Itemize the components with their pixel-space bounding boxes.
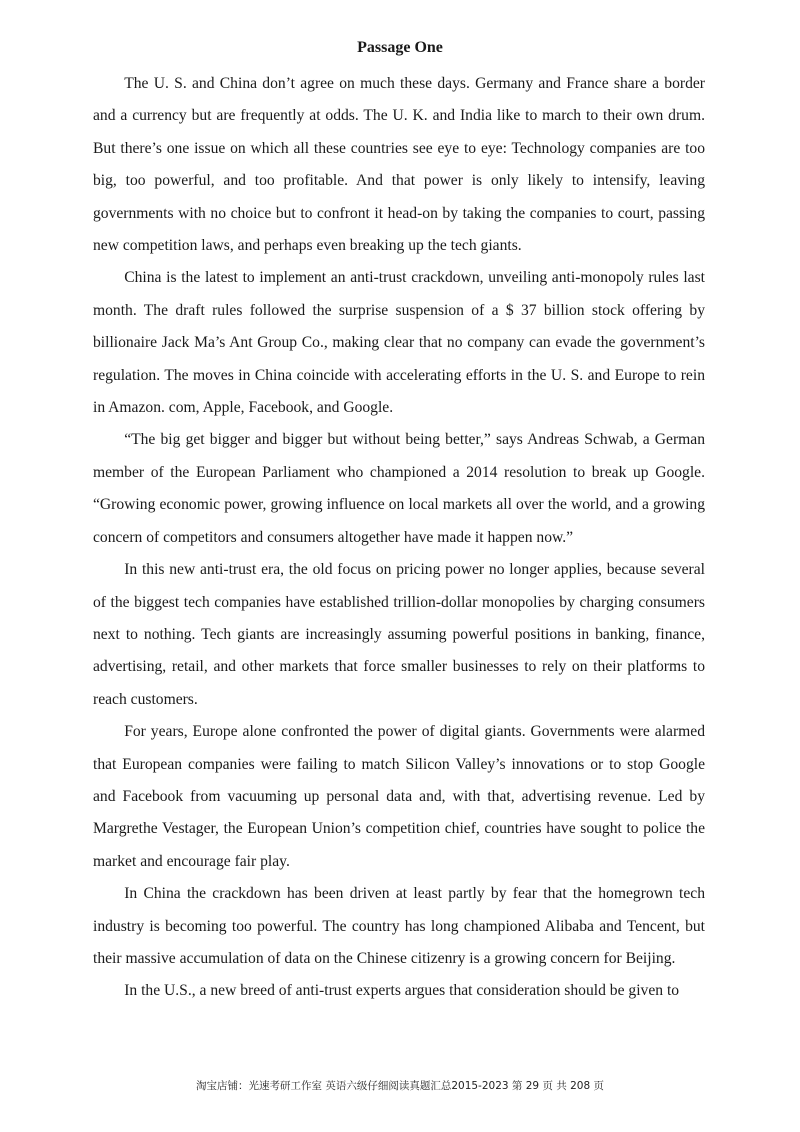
passage-title: Passage One: [357, 39, 443, 56]
paragraph-1: The U. S. and China don’t agree on much these days. Germany and France share a border and a currency but are frequently at odds. The U. K. and India like to march to their own drum. But there’s one issue on which all these countries see eye to eye: Technology companies are too big, too powerful, and too profitable. And that power is only likely to intensify, leaving governments with no choice but to confront it head-on by taking the companies to court, passing new competition laws, and perhaps even breaking up the tech giants.: [93, 75, 705, 255]
paragraph-6: In China the crackdown has been driven at least partly by fear that the homegrown tech industry is becoming too powerful. The country has long championed Alibaba and Tencent, but their massive accumulation of data on the Chinese citizenry is a growing concern for Beijing.: [93, 885, 705, 967]
paragraph-4: In this new anti-trust era, the old focus on pricing power no longer applies, because several of the biggest tech companies have established trillion-dollar monopolies by charging consumers next to nothing. Tech giants are increasingly assuming powerful positions in banking, finance, advertising, retail, and other markets that force smaller businesses to rely on their platforms to reach customers.: [93, 561, 705, 708]
paragraph-5: For years, Europe alone confronted the power of digital giants. Governments were alarmed that European companies were failing to match Silicon Valley’s innovations or to stop Google and Facebook from vacuuming up personal data and, with that, advertising revenue. Led by Margrethe Vestager, the European Union’s competition chief, countries have sought to police the market and encourage fair play.: [93, 723, 705, 870]
passage-body: [93, 68, 705, 1008]
paragraph-3: “The big get bigger and bigger but without being better,” says Andreas Schwab, a German member of the European Parliament who championed a 2014 resolution to break up Google. “Growing economic power, growing influence on local markets all over the world, and a growing concern of competitors and consumers altogether have made it happen now.”: [93, 431, 705, 546]
page-footer: 淘宝店铺：光速考研工作室 英语六级仔细阅读真题汇总2015-2023 第 29 页 共 208 页: [196, 1080, 604, 1092]
paragraph-2: China is the latest to implement an anti-trust crackdown, unveiling anti-monopoly rules last month. The draft rules followed the surprise suspension of a $ 37 billion stock offering by billionaire Jack Ma’s Ant Group Co., making clear that no company can evade the government’s regulation. The moves in China coincide with accelerating efforts in the U. S. and Europe to rein in Amazon. com, Apple, Facebook, and Google.: [93, 269, 705, 417]
paragraph-7: In the U.S., a new breed of anti-trust experts argues that consideration should be given to: [124, 982, 680, 1000]
